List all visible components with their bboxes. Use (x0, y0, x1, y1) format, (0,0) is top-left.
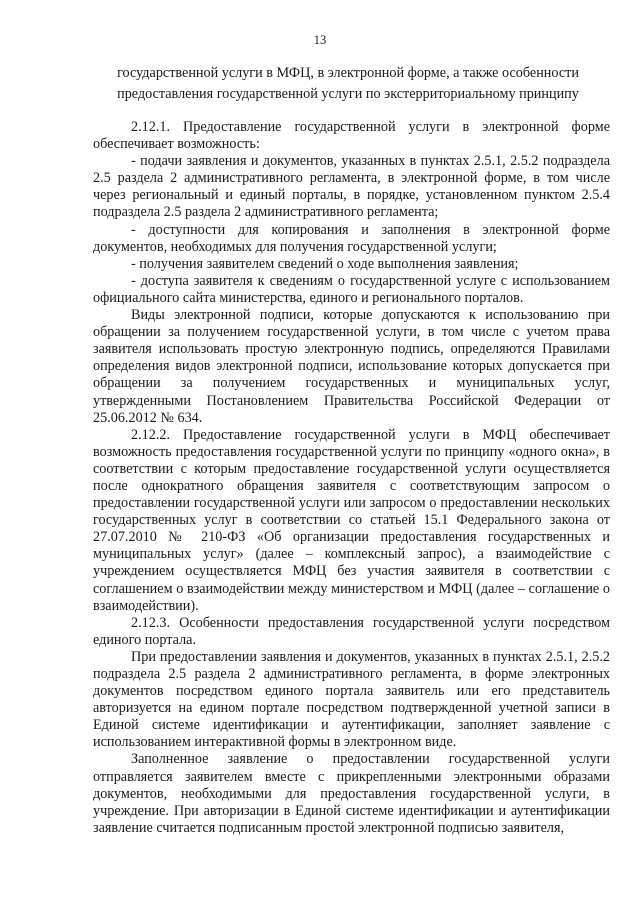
paragraph-portal-submission: При предоставлении заявления и документов, указанных в пунктах 2.5.1, 2.5.2 подраздела 2.5 раздела 2 административного регламента, в форме электронных документов посредством единого портала заявитель или его представитель авторизуется на едином портале посредством подтвержденной учетной записи в Единой системе идентификации и аутентификации, заполняет заявление с использованием интерактивной формы в электронном виде. (93, 648, 610, 751)
list-item-status: - получения заявителем сведений о ходе выполнения заявления; (131, 255, 519, 272)
list-item-submission: - подачи заявления и документов, указанных в пунктах 2.5.1, 2.5.2 подраздела 2.5 раздела 2 административного регламента, в электронной форме, в том числе через региональный и единый порталы, в порядке, установленном пунктом 2.5.4 подраздела 2.5 раздела 2 административного регламента; (93, 153, 610, 221)
paragraph-electronic-signature: Виды электронной подписи, которые допускаются к использованию при обращении за получением государственной услуги, в том числе с учетом права заявителя использовать простую электронную подпись, определяются Правилами определения видов электронной подписи, использование которых допускается при обращении за получением государственных и муниципальных услуг, утвержденными Постановлением Правительства Российской Федерации от 25.06.2012 № 634. (93, 307, 610, 426)
section-heading (88, 63, 608, 105)
paragraph-2-12-3: 2.12.3. Особенности предоставления государственной услуги посредством единого портала. (93, 614, 610, 648)
document-body (93, 119, 610, 837)
heading-line-1: государственной услуги в МФЦ, в электронной форме, а также особенности (117, 65, 579, 81)
paragraph-filled-application: Заполненное заявление о предоставлении государственной услуги отправляется заявителем вместе с прикрепленными электронными образами документов, необходимыми для предоставления государственной услуги, в учреждение. При авторизации в Единой системе идентификации и аутентификации заявление считается подписанным простой электронной подписью заявителя, (93, 751, 610, 836)
paragraph-2-12-2: 2.12.2. Предоставление государственной услуги в МФЦ обеспечивает возможность предоставления государственной услуги по принципу «одного окна», в соответствии с которым предоставление государственной услуги осуществляется после однократного обращения заявителя с соответствующим запросом о предоставлении государственной услуги или запросом о предоставлении нескольких государственных услуг в соответствии со статьей 15.1 Федерального закона от 27.07.2010 № 210-ФЗ «Об организации предоставления государственных и муниципальных услуг» (далее – комплексный запрос), а взаимодействие с учреждением осуществляется МФЦ без участия заявителя в соответствии с соглашением о взаимодействии между министерством и МФЦ (далее – соглашение о взаимодействии). (93, 426, 610, 614)
page-number: 13 (313, 33, 327, 47)
list-item-copying: - доступности для копирования и заполнения в электронной форме документов, необходимых для получения государственной услуги; (93, 221, 610, 255)
list-item-access: - доступа заявителя к сведениям о государственной услуге с использованием официального сайта министерства, единого и регионального порталов. (93, 272, 610, 306)
heading-line-2: предоставления государственной услуги по экстерриториальному принципу (117, 86, 579, 102)
paragraph-2-12-1: 2.12.1. Предоставление государственной услуги в электронной форме обеспечивает возможность: (93, 119, 610, 153)
